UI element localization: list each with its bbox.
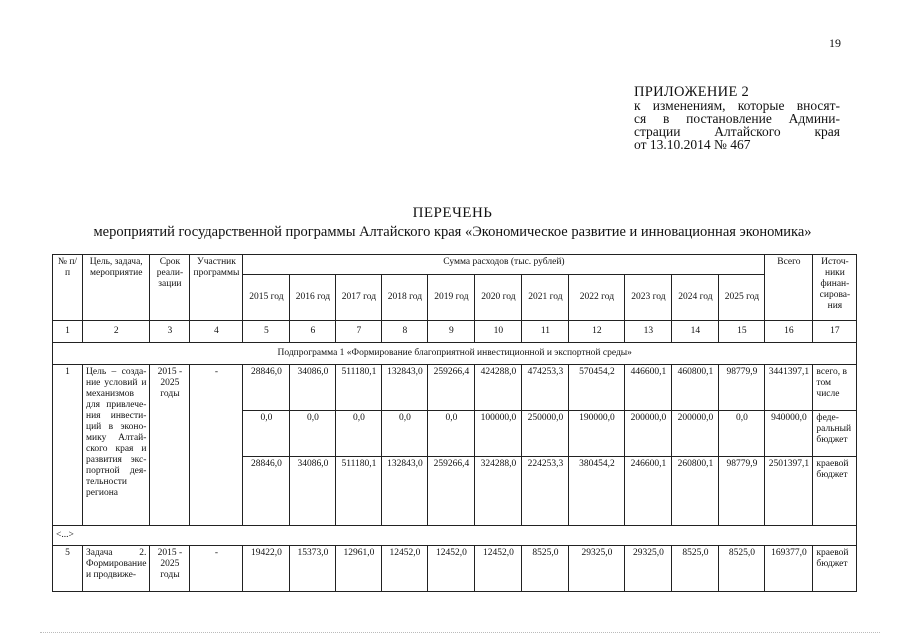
total-cell: 940000,0 bbox=[765, 411, 813, 457]
value-cell: 132843,0 bbox=[382, 365, 428, 411]
value-cell: 0,0 bbox=[382, 411, 428, 457]
header-goal: Цель, задача, мероприятие bbox=[83, 255, 150, 321]
header-year: 2020 год bbox=[475, 275, 522, 321]
col-number: 17 bbox=[813, 321, 857, 343]
value-cell: 19422,0 bbox=[243, 546, 290, 592]
appendix-heading: ПРИЛОЖЕНИЕ 2 bbox=[634, 84, 750, 100]
header-num: № п/п bbox=[53, 255, 83, 321]
document-title: ПЕРЕЧЕНЬ bbox=[412, 205, 493, 221]
value-cell: 15373,0 bbox=[290, 546, 336, 592]
document-subtitle: мероприятий государственной программы Алтайского края «Экономическое развитие и инновационная экономика» bbox=[93, 224, 812, 240]
column-numbers-row bbox=[53, 321, 857, 343]
value-cell: 224253,3 bbox=[522, 457, 569, 526]
value-cell: 34086,0 bbox=[290, 457, 336, 526]
total-cell: 2501397,1 bbox=[765, 457, 813, 526]
row-description: Цель – созда-ние условий и механизмов для привлече-ния инвести-ций в эконо-мику Алтай-ского края и развития экс-портной дея-тельности региона bbox=[83, 365, 150, 526]
value-cell: 8525,0 bbox=[719, 546, 765, 592]
col-number: 15 bbox=[719, 321, 765, 343]
table-row bbox=[53, 546, 857, 592]
row-num: 5 bbox=[53, 546, 83, 592]
value-cell: 446600,1 bbox=[625, 365, 672, 411]
value-cell: 0,0 bbox=[336, 411, 382, 457]
row-term: 2015 - 2025 годы bbox=[150, 365, 190, 526]
value-cell: 12452,0 bbox=[475, 546, 522, 592]
header-total: Всего bbox=[765, 255, 813, 321]
appendix-line: к изменениям, которые вносят- bbox=[634, 98, 840, 113]
col-number: 11 bbox=[522, 321, 569, 343]
header-year: 2021 год bbox=[522, 275, 569, 321]
table-row bbox=[53, 365, 857, 411]
page-number: 19 bbox=[829, 36, 841, 50]
row-num: 1 bbox=[53, 365, 83, 526]
col-number: 4 bbox=[190, 321, 243, 343]
value-cell: 29325,0 bbox=[569, 546, 625, 592]
source-cell: краевой бюджет bbox=[813, 457, 857, 526]
value-cell: 0,0 bbox=[290, 411, 336, 457]
value-cell: 0,0 bbox=[719, 411, 765, 457]
subprogram-title: Подпрограмма 1 «Формирование благоприятной инвестиционной и экспортной среды» bbox=[53, 343, 857, 365]
row-participant: - bbox=[190, 546, 243, 592]
col-number: 1 bbox=[53, 321, 83, 343]
value-cell: 28846,0 bbox=[243, 365, 290, 411]
value-cell: 570454,2 bbox=[569, 365, 625, 411]
value-cell: 12452,0 bbox=[382, 546, 428, 592]
col-number: 5 bbox=[243, 321, 290, 343]
header-year: 2024 год bbox=[672, 275, 719, 321]
value-cell: 8525,0 bbox=[672, 546, 719, 592]
col-number: 7 bbox=[336, 321, 382, 343]
col-number: 8 bbox=[382, 321, 428, 343]
value-cell: 34086,0 bbox=[290, 365, 336, 411]
row-term: 2015 - 2025 годы bbox=[150, 546, 190, 592]
header-year: 2015 год bbox=[243, 275, 290, 321]
value-cell: 380454,2 bbox=[569, 457, 625, 526]
header-participant: Участник программы bbox=[190, 255, 243, 321]
appendix-line: от 13.10.2014 № 467 bbox=[634, 137, 751, 152]
ellipsis-row: <...> bbox=[53, 526, 857, 546]
header-year: 2018 год bbox=[382, 275, 428, 321]
value-cell: 132843,0 bbox=[382, 457, 428, 526]
col-number: 13 bbox=[625, 321, 672, 343]
col-number: 6 bbox=[290, 321, 336, 343]
value-cell: 98779,9 bbox=[719, 365, 765, 411]
header-year: 2022 год bbox=[569, 275, 625, 321]
header-expenses: Сумма расходов (тыс. рублей) bbox=[243, 255, 765, 275]
appendix-block bbox=[634, 86, 840, 151]
value-cell: 98779,9 bbox=[719, 457, 765, 526]
value-cell: 29325,0 bbox=[625, 546, 672, 592]
header-year: 2025 год bbox=[719, 275, 765, 321]
header-year: 2019 год bbox=[428, 275, 475, 321]
row-participant: - bbox=[190, 365, 243, 526]
header-term: Срок реали-зации bbox=[150, 255, 190, 321]
value-cell: 200000,0 bbox=[625, 411, 672, 457]
value-cell: 8525,0 bbox=[522, 546, 569, 592]
header-year: 2016 год bbox=[290, 275, 336, 321]
header-year: 2017 год bbox=[336, 275, 382, 321]
source-cell: феде-ральный бюджет bbox=[813, 411, 857, 457]
col-number: 16 bbox=[765, 321, 813, 343]
measures-table bbox=[52, 254, 857, 592]
value-cell: 100000,0 bbox=[475, 411, 522, 457]
value-cell: 259266,4 bbox=[428, 365, 475, 411]
value-cell: 260800,1 bbox=[672, 457, 719, 526]
value-cell: 246600,1 bbox=[625, 457, 672, 526]
value-cell: 12452,0 bbox=[428, 546, 475, 592]
value-cell: 259266,4 bbox=[428, 457, 475, 526]
col-number: 10 bbox=[475, 321, 522, 343]
source-cell: всего, в том числе bbox=[813, 365, 857, 411]
header-year: 2023 год bbox=[625, 275, 672, 321]
scan-edge-line bbox=[40, 632, 880, 633]
value-cell: 200000,0 bbox=[672, 411, 719, 457]
col-number: 9 bbox=[428, 321, 475, 343]
value-cell: 0,0 bbox=[243, 411, 290, 457]
col-number: 3 bbox=[150, 321, 190, 343]
value-cell: 474253,3 bbox=[522, 365, 569, 411]
total-cell: 169377,0 bbox=[765, 546, 813, 592]
value-cell: 324288,0 bbox=[475, 457, 522, 526]
row-description: Задача 2. Формирование и продвиже- bbox=[83, 546, 150, 592]
value-cell: 511180,1 bbox=[336, 365, 382, 411]
value-cell: 28846,0 bbox=[243, 457, 290, 526]
value-cell: 250000,0 bbox=[522, 411, 569, 457]
header-source: Источ-ники финан-сирова-ния bbox=[813, 255, 857, 321]
value-cell: 511180,1 bbox=[336, 457, 382, 526]
appendix-line: страции Алтайского края bbox=[634, 124, 840, 139]
source-cell: краевой бюджет bbox=[813, 546, 857, 592]
value-cell: 190000,0 bbox=[569, 411, 625, 457]
value-cell: 424288,0 bbox=[475, 365, 522, 411]
value-cell: 460800,1 bbox=[672, 365, 719, 411]
value-cell: 12961,0 bbox=[336, 546, 382, 592]
total-cell: 3441397,1 bbox=[765, 365, 813, 411]
col-number: 12 bbox=[569, 321, 625, 343]
col-number: 14 bbox=[672, 321, 719, 343]
appendix-line: ся в постановление Админи- bbox=[634, 111, 840, 126]
value-cell: 0,0 bbox=[428, 411, 475, 457]
col-number: 2 bbox=[83, 321, 150, 343]
